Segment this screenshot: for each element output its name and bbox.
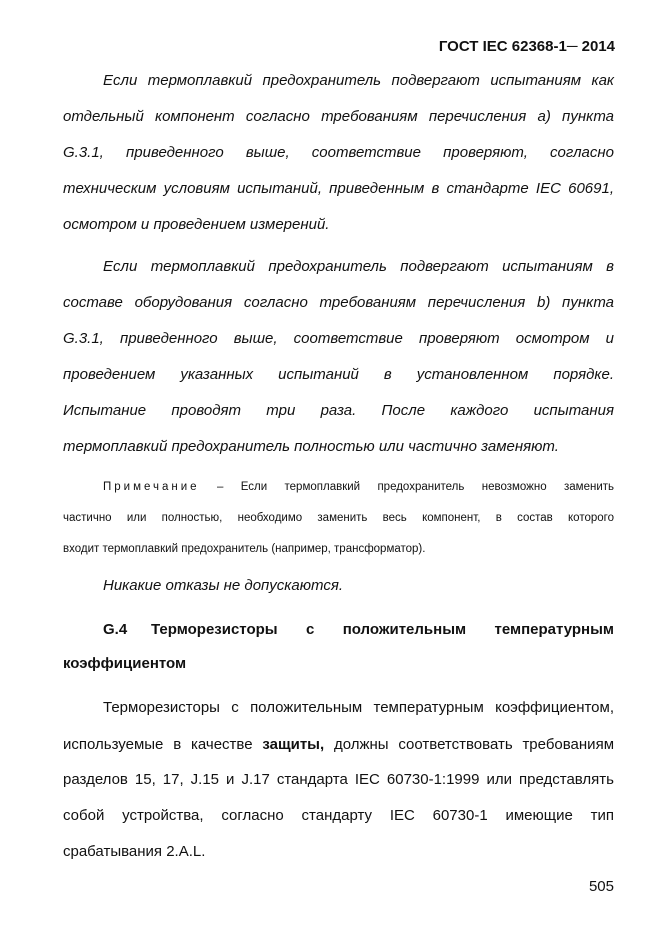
- para2-line: Если термоплавкий предохранитель подвергают испытаниям в: [103, 258, 614, 275]
- para4-text: должны соответствовать требованиям: [324, 736, 614, 753]
- page-number: 505: [588, 878, 614, 895]
- document-header: ГОСТ IEC 62368-1─ 2014: [438, 38, 615, 55]
- section-title-cont: коэффициентом: [63, 655, 187, 672]
- para4-bold-term: защиты,: [262, 736, 325, 753]
- para4-line: разделов 15, 17, J.15 и J.17 стандарта IEC 60730-1:1999 или представлять: [63, 771, 614, 788]
- para1-line: G.3.1, приведенного выше, соответствие проверяют, согласно: [63, 144, 614, 161]
- section-title: Терморезисторы с положительным температурным: [151, 621, 614, 638]
- para4-line: [63, 735, 614, 755]
- note-line: [103, 477, 614, 497]
- note-line: входит термоплавкий предохранитель (например, трансформатор).: [63, 543, 426, 555]
- para4-text: используемые в качестве: [63, 736, 263, 753]
- para2-line: Испытание проводят три раза. После каждого испытания: [63, 402, 614, 419]
- note-label: Примечание: [103, 481, 200, 493]
- para2-line: проведением указанных испытаний в установленном порядке.: [63, 366, 614, 383]
- para3-line: Никакие отказы не допускаются.: [103, 577, 344, 594]
- note-text: – Если термоплавкий предохранитель невозможно заменить: [199, 481, 614, 493]
- para4-line: собой устройства, согласно стандарту IEC 60730-1 имеющие тип: [63, 807, 614, 824]
- note-line: частично или полностью, необходимо заменить весь компонент, в состав которого: [63, 512, 614, 524]
- para2-line: термоплавкий предохранитель полностью или частично заменяют.: [63, 438, 559, 455]
- para1-line: техническим условиям испытаний, приведенным в стандарте IEC 60691,: [63, 180, 614, 197]
- para1-line: Если термоплавкий предохранитель подвергают испытаниям как: [103, 72, 614, 89]
- para1-line: осмотром и проведением измерений.: [63, 216, 330, 233]
- para2-line: G.3.1, приведенного выше, соответствие проверяют осмотром и: [63, 330, 614, 347]
- para2-line: составе оборудования согласно требованиям перечисления b) пункта: [63, 294, 614, 311]
- para1-line: отдельный компонент согласно требованиям перечисления а) пункта: [63, 108, 614, 125]
- para4-line: Терморезисторы с положительным температурным коэффициентом,: [103, 699, 614, 716]
- section-number: G.4: [103, 621, 128, 638]
- section-heading: [103, 620, 614, 640]
- para4-line: срабатывания 2.A.L.: [63, 843, 206, 860]
